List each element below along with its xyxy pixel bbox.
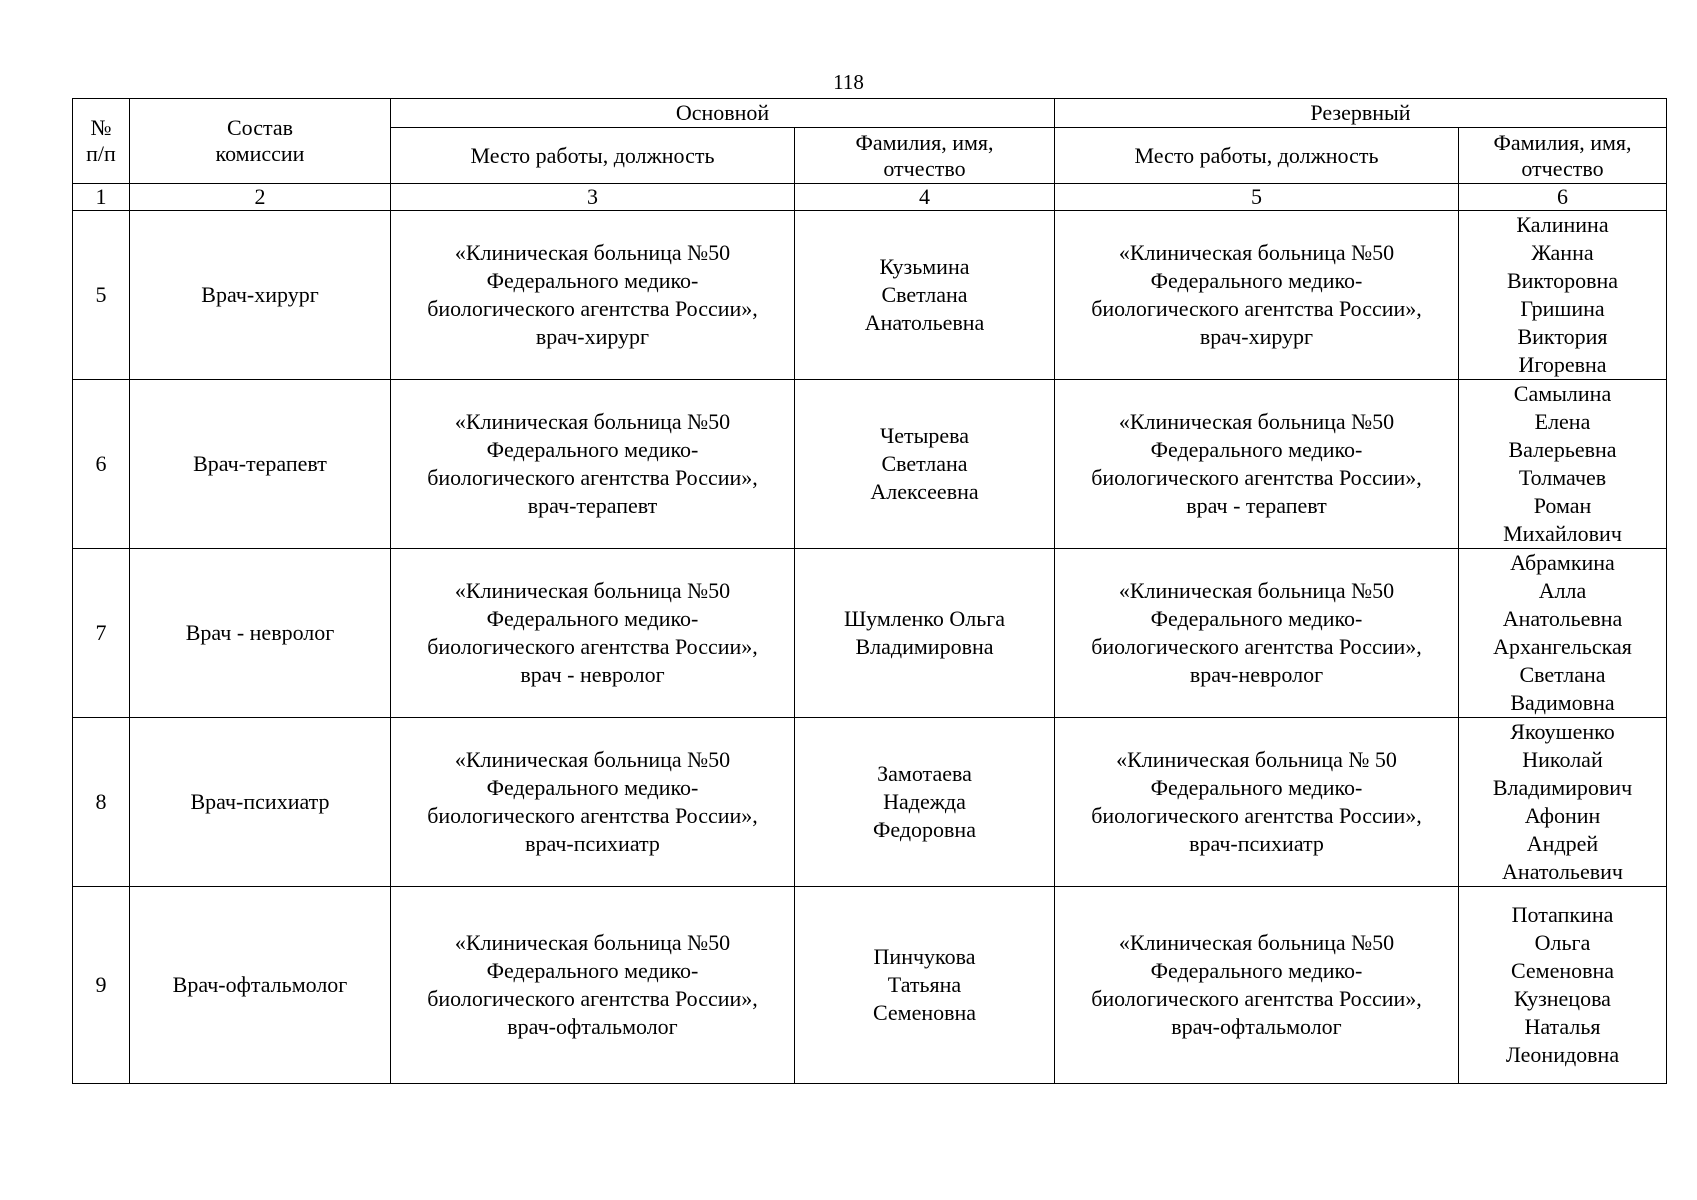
column-number: 4 xyxy=(795,184,1055,211)
main-member-name: Четырева Светлана Алексеевна xyxy=(795,380,1055,549)
row-number: 5 xyxy=(73,211,130,380)
table-row xyxy=(73,380,1667,549)
main-workplace: «Клиническая больница №50 Федерального медико- биологического агентства России», врач - невролог xyxy=(391,549,795,718)
header-main-workplace: Место работы, должность xyxy=(391,128,795,184)
column-number: 2 xyxy=(130,184,391,211)
header-group-main: Основной xyxy=(391,99,1055,128)
main-member-name: Шумленко Ольга Владимировна xyxy=(795,549,1055,718)
main-member-name: Пинчукова Татьяна Семеновна xyxy=(795,887,1055,1084)
main-workplace: «Клиническая больница №50 Федерального медико- биологического агентства России», врач-хирург xyxy=(391,211,795,380)
row-number: 6 xyxy=(73,380,130,549)
page-number: 118 xyxy=(833,70,864,94)
commission-table xyxy=(72,98,1667,1084)
column-number: 3 xyxy=(391,184,795,211)
reserve-member-names: Потапкина Ольга Семеновна Кузнецова Наталья Леонидовна xyxy=(1459,887,1667,1084)
reserve-member-names: Самылина Елена Валерьевна Толмачев Роман Михайлович xyxy=(1459,380,1667,549)
row-number: 9 xyxy=(73,887,130,1084)
table-row xyxy=(73,211,1667,380)
column-numbers-row xyxy=(73,184,1667,211)
reserve-member-names: Калинина Жанна Викторовна Гришина Виктория Игоревна xyxy=(1459,211,1667,380)
main-workplace: «Клиническая больница №50 Федерального медико- биологического агентства России», врач-терапевт xyxy=(391,380,795,549)
table-row xyxy=(73,718,1667,887)
main-member-name: Замотаева Надежда Федоровна xyxy=(795,718,1055,887)
reserve-workplace: «Клиническая больница № 50 Федерального медико- биологического агентства России», врач-психиатр xyxy=(1055,718,1459,887)
reserve-member-names: Якоушенко Николай Владимирович Афонин Андрей Анатольевич xyxy=(1459,718,1667,887)
reserve-workplace: «Клиническая больница №50 Федерального медико- биологического агентства России», врач-невролог xyxy=(1055,549,1459,718)
reserve-workplace: «Клиническая больница №50 Федерального медико- биологического агентства России», врач-офтальмолог xyxy=(1055,887,1459,1084)
reserve-workplace: «Клиническая больница №50 Федерального медико- биологического агентства России», врач - терапевт xyxy=(1055,380,1459,549)
commission-role: Врач-психиатр xyxy=(130,718,391,887)
commission-role: Врач-офтальмолог xyxy=(130,887,391,1084)
commission-role: Врач-терапевт xyxy=(130,380,391,549)
commission-role: Врач-хирург xyxy=(130,211,391,380)
header-group-reserve: Резервный xyxy=(1055,99,1667,128)
main-member-name: Кузьмина Светлана Анатольевна xyxy=(795,211,1055,380)
column-number: 6 xyxy=(1459,184,1667,211)
header-composition: Состав комиссии xyxy=(130,99,391,184)
column-number: 5 xyxy=(1055,184,1459,211)
table-row xyxy=(73,549,1667,718)
reserve-workplace: «Клиническая больница №50 Федерального медико- биологического агентства России», врач-хирург xyxy=(1055,211,1459,380)
table-row xyxy=(73,887,1667,1084)
main-workplace: «Клиническая больница №50 Федерального медико- биологического агентства России», врач-офтальмолог xyxy=(391,887,795,1084)
commission-role: Врач - невролог xyxy=(130,549,391,718)
header-number: № п/п xyxy=(73,99,130,184)
header-reserve-name: Фамилия, имя, отчество xyxy=(1459,128,1667,184)
main-workplace: «Клиническая больница №50 Федерального медико- биологического агентства России», врач-психиатр xyxy=(391,718,795,887)
header-main-name: Фамилия, имя, отчество xyxy=(795,128,1055,184)
reserve-member-names: Абрамкина Алла Анатольевна Архангельская Светлана Вадимовна xyxy=(1459,549,1667,718)
header-reserve-workplace: Место работы, должность xyxy=(1055,128,1459,184)
header-row-groups xyxy=(73,99,1667,128)
column-number: 1 xyxy=(73,184,130,211)
row-number: 8 xyxy=(73,718,130,887)
row-number: 7 xyxy=(73,549,130,718)
